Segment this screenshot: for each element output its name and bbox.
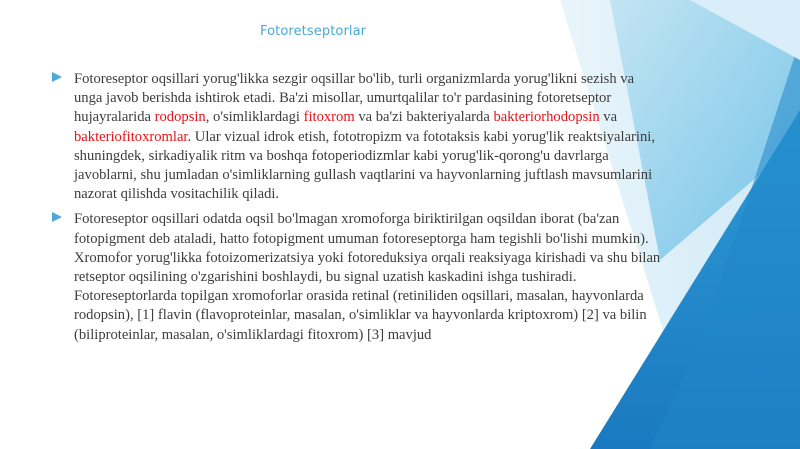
bullet-paragraph-1	[52, 70, 662, 204]
paragraph-text: va	[599, 109, 618, 126]
bullet-triangle-icon	[52, 72, 62, 82]
paragraph-text: . Ular vizual idrok etish, fototropizm va fototaksis kabi yorug'lik reaktsiyalarini, shuningdek, sirkadiyalik ritm va boshqa fotoperiodizmlar kabi yorug'lik-qorong'u davrlarga javoblarni, shu jumladan o'simliklarning gullash vaqtlarini va hayvonlarning juftlash mavsumlarini nazorat qilishda vositachilik qiladi.	[74, 128, 655, 203]
paragraph-text: va ba'zi bakteriyalarda	[354, 109, 494, 126]
highlight-term-bakteriorhodopsin: bakteriorhodopsin	[493, 109, 600, 126]
paragraph-text: Fotoreseptor oqsillari yorug'likka sezgir oqsillar bo'lib, turli organizmlarda yorug'likni sezish va unga javob berishda ishtirok etadi. Ba'zi misollar, umurtqalilar to'r pardasining fotoretseptor hujayralarida	[74, 71, 635, 126]
highlight-term-bakteriofitoxromlar: bakteriofitoxromlar	[74, 128, 188, 145]
slide-content	[52, 70, 662, 351]
highlight-term-fitoxrom: fitoxrom	[303, 109, 355, 126]
paragraph-text: , o'simliklardagi	[205, 109, 304, 126]
paragraph-text: Fotoreseptor oqsillari odatda oqsil bo'lmagan xromoforga biriktirilgan oqsildan iborat (ba'zan fotopigment deb ataladi, hatto fotopigment umuman fotoreseptorga ham tegishli bo'lishi mumkin). Xromofor yorug'likka fotoizomerizatsiya yoki fotoreduksiya orqali reaksiyaga kirishadi va shu bilan retseptor oqsilining o'zgarishini boshlaydi, bu signal uzatish kaskadini ishga tushiradi. Fotoreseptorlarda topilgan xromoforlar orasida retinal (retiniliden oqsillari, masalan, hayvonlarda rodopsin), [1] flavin (flavoproteinlar, masalan, o'simliklar va hayvonlarda kriptoxrom) [2] va bilin (biliproteinlar, masalan, o'simliklardagi fitoxrom) [3] mavjud	[74, 211, 661, 343]
slide-title: Fotoretseptorlar	[260, 24, 367, 39]
highlight-term-rodopsin: rodopsin	[154, 109, 206, 126]
bullet-paragraph-2	[52, 210, 662, 344]
bullet-triangle-icon	[52, 212, 62, 222]
